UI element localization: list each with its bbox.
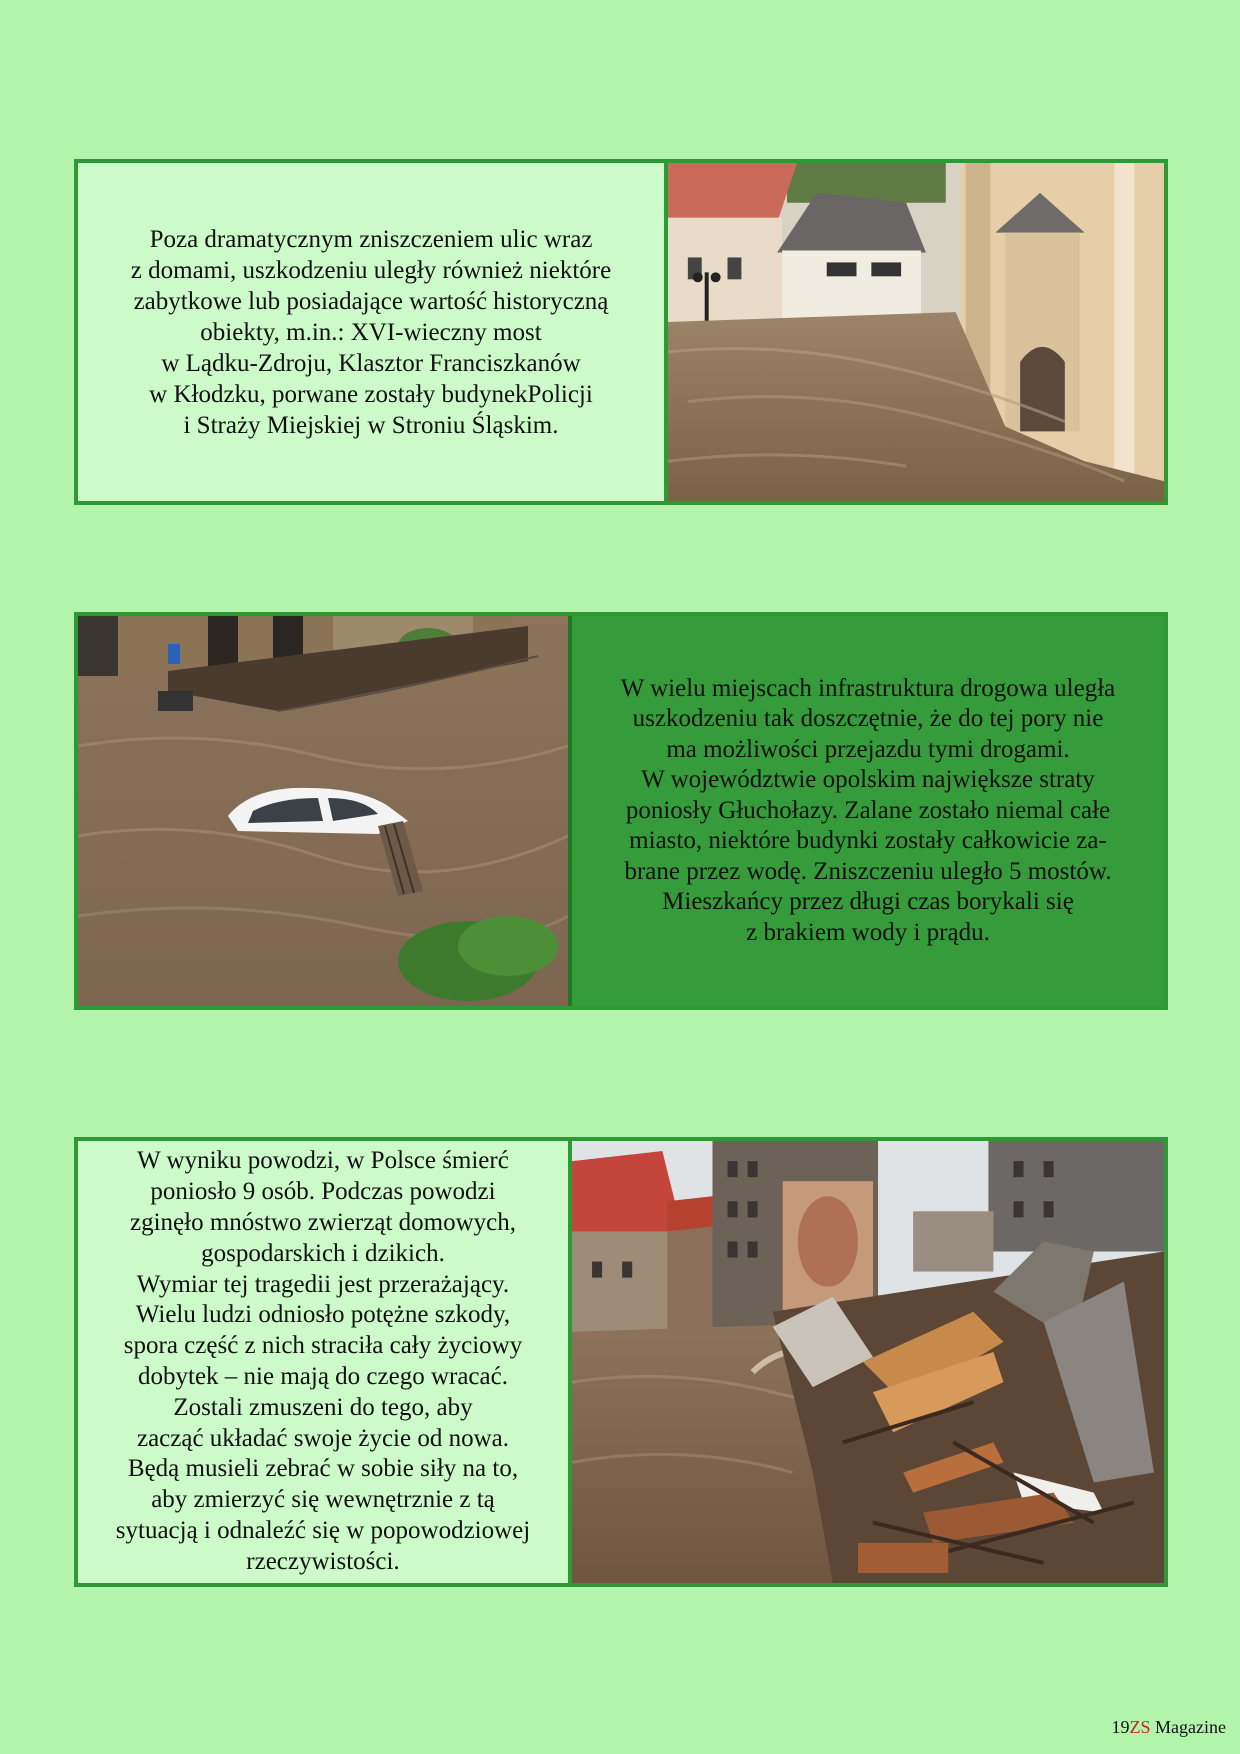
flood-debris-image: [572, 1141, 1164, 1583]
article-block-2: [74, 612, 1168, 1010]
text-line: spora część z nich straciła cały życiowy: [123, 1332, 523, 1360]
text-line: dobytek – nie mają do czego wracać.: [138, 1363, 508, 1390]
text-line: poniosło 9 osób. Podczas powodzi: [150, 1178, 496, 1206]
text-line: zacząć układać swoje życie od nowa.: [136, 1424, 509, 1452]
text-line: aby zmierzyć się wewnętrznie z tą: [151, 1486, 495, 1514]
article-text-3: [78, 1141, 572, 1583]
text-line: W wielu miejscach infrastruktura drogowa uległa: [620, 674, 1116, 702]
submerged-car-image: [78, 616, 568, 1006]
flooded-street-photo: [668, 163, 1164, 501]
text-line: Zostali zmuszeni do tego, aby: [173, 1393, 473, 1421]
text-line: sytuacją i odnaleźć się w popowodziowej: [115, 1516, 531, 1544]
text-line: Będą musieli zebrać w sobie siły na to,: [127, 1455, 519, 1483]
text-line: zginęło mnóstwo zwierząt domowych,: [129, 1209, 516, 1237]
magazine-accent: ZS: [1129, 1717, 1151, 1737]
submerged-car-photo: [78, 616, 568, 1006]
text-line: w Lądku-Zdroju, Klasztor Franciszkanów: [161, 349, 581, 377]
flooded-street-image: [668, 163, 1164, 501]
magazine-title: Magazine: [1155, 1717, 1226, 1737]
article-text-1: [78, 163, 668, 501]
article-block-3: [74, 1137, 1168, 1587]
text-line: gospodarskich i dzikich.: [201, 1239, 445, 1267]
text-line: miasto, niektóre budynki zostały całkowicie za-: [629, 827, 1107, 855]
article-text-2: [568, 616, 1164, 1006]
text-line: z domami, uszkodzeniu uległy również niektóre: [130, 256, 612, 284]
text-line: Wielu ludzi odniosło potężne szkody,: [135, 1301, 511, 1329]
text-line: zabytkowe lub posiadające wartość historyczną: [133, 287, 609, 315]
text-line: obiekty, m.in.: XVI-wieczny most: [200, 318, 542, 346]
text-line: i Straży Miejskiej w Stroniu Śląskim.: [183, 411, 559, 439]
text-line: Wymiar tej tragedii jest przerażający.: [136, 1270, 510, 1298]
text-line: uszkodzeniu tak doszczętnie, że do tej pory nie: [632, 705, 1104, 733]
text-line: ma możliwości przejazdu tymi drogami.: [666, 735, 1070, 763]
text-line: Poza dramatycznym zniszczeniem ulic wraz: [149, 225, 593, 253]
article-block-1: [74, 159, 1168, 505]
text-line: rzeczywistości.: [246, 1547, 400, 1575]
text-line: w Kłodzku, porwane zostały budynekPolicji: [149, 380, 593, 408]
page-number: 19: [1111, 1717, 1130, 1737]
text-line: W wyniku powodzi, w Polsce śmierć: [137, 1147, 509, 1175]
text-line: z brakiem wody i prądu.: [746, 918, 990, 946]
text-line: brane przez wodę. Zniszczeniu uległo 5 mostów.: [624, 857, 1112, 885]
text-line: Mieszkańcy przez długi czas borykali się: [662, 888, 1074, 916]
paragraph-1: [131, 224, 611, 441]
paragraph-2: [621, 674, 1116, 949]
text-line: poniosły Głuchołazy. Zalane zostało niemal całe: [625, 796, 1111, 824]
text-line: W województwie opolskim największe straty: [641, 766, 1095, 794]
paragraph-3: [116, 1146, 530, 1577]
magazine-footer: [1112, 1717, 1226, 1738]
flood-debris-photo: [572, 1141, 1164, 1583]
